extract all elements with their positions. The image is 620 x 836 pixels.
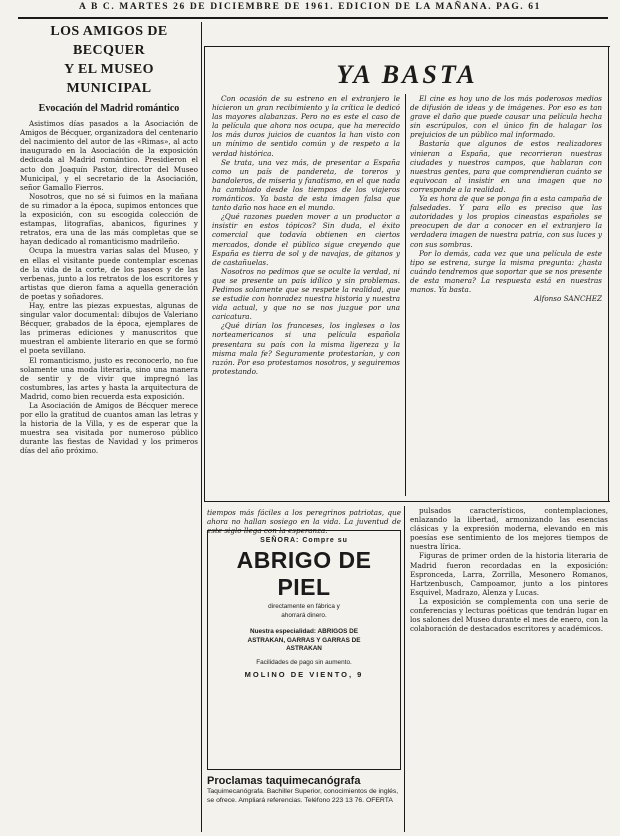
left-article-title-2: Y EL MUSEO MUNICIPAL	[64, 62, 154, 96]
box-left	[204, 46, 205, 502]
left-article	[20, 22, 198, 832]
page-header: A B C. MARTES 26 DE DICIEMBRE DE 1961. EDICION DE LA MAÑANA. PAG. 61	[79, 2, 541, 12]
ad-address: MOLINO DE VIENTO, 9	[244, 669, 364, 679]
main-paragraph: El cine es hoy uno de los más poderosos medios de difusión de ideas y de imágenes. Por eso es tan grave el daño que puede causar una película hecha sin escrúpulos, con el único fin de halagar los prejuicios de un público mal informado.	[410, 94, 602, 140]
main-paragraph: Con ocasión de su estreno en el extranjero le hicieron un gran recibimiento y la crítica le dedicó las mayores alabanzas. Pero no es este el caso de la película que ahora nos ocupa, que ha merecido los más duros juicios de cuantos la han visto con un mínimo de sentido común y de respeto a la verdad histórica.	[212, 94, 400, 158]
column-rule-right	[404, 506, 405, 832]
classified-ad	[207, 775, 401, 805]
right-paragraph: La exposición se complementa con una serie de conferencias y lecturas poéticas que tendrán lugar en los salones del Museo durante el mes de enero, con la colaboración de destacados escritores y académicos.	[410, 596, 608, 634]
classified-title: Proclamas taquimecanógrafa	[207, 775, 361, 787]
left-paragraph: Hay, entre las piezas expuestas, algunas de singular valor documental: dibujos de Valeriano Bécquer, grabados de la época, ejemplares de las primeras ediciones y manuscritos que muestran el ambiente literario en que se formó el poeta sevillano.	[20, 300, 198, 356]
classified-text: Taquimecanógrafa. Bachiller Superior, conocimientos de inglés, se ofrece. Ampliará referencias. Teléfono 223 13 76. OFERTA	[207, 788, 399, 804]
main-article-title: YA BASTA	[336, 60, 478, 89]
main-article-signature: Alfonso SANCHEZ	[534, 294, 602, 304]
main-article-col2	[410, 94, 602, 496]
column-rule-left	[201, 22, 202, 832]
left-paragraph: El romanticismo, justo es reconocerlo, no fue solamente una moda literaria, sino una manera de sentir y de vivir que impregnó las costumbres, las artes y hasta la arquitectura de Madrid, como bien recuerda esta exposición.	[20, 355, 198, 401]
main-article-divider	[405, 94, 406, 496]
main-paragraph: ¿Qué razones pueden mover a un productor a insistir en estos tópicos? Sin duda, el éxito comercial que todavía obtienen en ciertos mercados, donde el público sigue creyendo que España es tierra de sol y de navajas, de gitanos y de castañuelas.	[212, 212, 400, 267]
right-paragraph: pulsados característicos, contemplaciones, enlazando la libertad, armonizando las esencias clásicas y la expresión moderna, elevando en mis poesías ese sentimiento de los mejores tiempos de nuestra lírica.	[410, 506, 608, 552]
main-paragraph: ¿Qué dirían los franceses, los ingleses o los norteamericanos si una película española presentara su país con la misma ligereza y la misma mala fe? Seguramente protestarían, y con razón. Por eso protestamos nosotros, y seguiremos protestando.	[212, 321, 400, 376]
main-paragraph: Bastaría que algunos de estos realizadores vinieran a España, que recorrieran nuestras ciudades y nuestros campos, que hablaran con nuestras gentes, para que comprendieran cuánto se equivocan al insistir en una imagen que no corresponde a la realidad.	[410, 139, 602, 194]
right-bottom-column	[410, 506, 608, 832]
right-paragraph: Figuras de primer orden de la historia literaria de Madrid fueron recordadas en la exposición: Espronceda, Larra, Zorrilla, Mesonero Romanos, Hartzenbusch, Campoamor, junto a los pintores Esquivel, Madrazo, Alenza y Lucas.	[410, 551, 608, 597]
box-bottom	[204, 501, 610, 502]
ad-senora: SEÑORA: Compre su	[260, 537, 348, 544]
ad-line: ahorrará dinero.	[281, 611, 327, 619]
ad-headline: ABRIGO DE PIEL	[236, 547, 372, 601]
fur-coat-advertisement	[207, 530, 401, 770]
bottom-snippet: tiempos más fáciles a los peregrinos patriotas, que ahora no hallan sosiego en la vida. La juventud de este siglo llega con la esperanza.	[207, 508, 401, 535]
main-paragraph: Se trata, una vez más, de presentar a España como un país de pandereta, de toreros y bandoleros, de miseria y fanatismo, en el que nada ha cambiado desde los tiempos de los viajeros románticos. Ya basta de esta imagen falsa que tanto daño nos hace en el mundo.	[212, 157, 400, 213]
left-paragraph: Asistimos días pasados a la Asociación de Amigos de Bécquer, organizadora del centenario del nacimiento del autor de las «Rimas», al acto inaugurado en la Asociación de la exposición dedicada al Madrid romántico. Presidieron el acto don Joaquín Pastor, director del Museo Municipal, y el secretario de la Asociación, señor Gamallo Fierros.	[20, 119, 198, 192]
header-rule	[18, 17, 608, 19]
box-right	[608, 46, 609, 502]
ad-line: Nuestra especialidad: ABRIGOS DE	[249, 628, 359, 636]
ad-line: ASTRAKAN, GARRAS Y GARRAS DE	[247, 636, 361, 644]
main-article-col1	[212, 94, 400, 496]
left-article-title-1: LOS AMIGOS DE BECQUER	[50, 24, 168, 58]
main-paragraph: Nosotros no pedimos que se oculte la verdad, ni que se presente un país idílico y sin problemas. Pedimos solamente que se respete la realidad, que se estudie con honradez nuestra historia y nuestra vida actual, y que no se nos juzgue por una caricatura.	[212, 266, 400, 322]
main-paragraph: Por lo demás, cada vez que una película de este tipo se estrena, surge la misma pregunta: ¿hasta cuándo tendremos que soportar que se nos presente de esta manera? La respuesta está en nuestras manos. Ya basta.	[410, 248, 602, 294]
left-article-subtitle: Evocación del Madrid romántico	[38, 103, 180, 114]
ad-line: directamente en fábrica y	[268, 603, 340, 611]
ad-line: Facilidades de pago sin aumento.	[256, 659, 352, 667]
main-paragraph: Ya es hora de que se ponga fin a esta campaña de falsedades. Y para ello es preciso que las autoridades y los propios cineastas españoles se preocupen de dar a conocer en el extranjero la verdadera imagen de nuestra patria, con sus luces y con sus sombras.	[410, 194, 602, 249]
left-paragraph: Nosotros, que no sé si fuimos en la mañana de su rimador a la época, supimos entonces que la exposición, con su escogida colección de estampas, litografías, abanicos, figurines y retratos, era una de las más completas que se hayan dedicado al romanticismo madrileño.	[20, 191, 198, 247]
left-paragraph: La Asociación de Amigos de Bécquer merece por ello la gratitud de cuantos aman las letras y la historia de la Villa, y es de esperar que la muestra sea visitada por numeroso público durante las fiestas de Navidad y los primeros días del año próximo.	[20, 401, 198, 456]
box-top	[204, 46, 610, 47]
left-paragraph: Ocupa la muestra varias salas del Museo, y en ellas el visitante puede contemplar escenas de la vida de la corte, de los paseos y de las verbenas, junto a los retratos de los escritores y artistas que dieron fama a aquella generación de poetas y soñadores.	[20, 246, 198, 301]
ad-line: ASTRAKAN	[286, 645, 322, 653]
